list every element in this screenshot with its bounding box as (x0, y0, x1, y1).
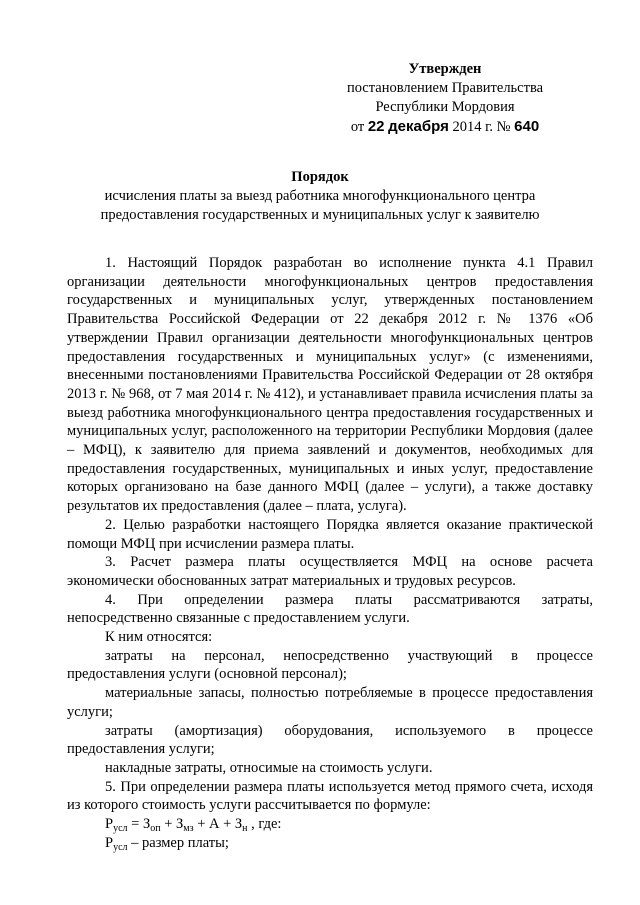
date-year: 2014 г. № (452, 119, 511, 135)
paragraph-5: 5. При определении размера платы используется метод прямого счета, исходя из которого стоимость услуги рассчитывается по формуле: (67, 778, 593, 814)
title-line-1: исчисления платы за выезд работника многофункционального центра (104, 188, 536, 204)
paragraph-1: 1. Настоящий Порядок разработан во исполнение пункта 4.1 Правил организации деятельности многофункциональных центров предоставления государственных и муниципальных услуг, утвержденных постановлением Правительства Российской Федерации от 22 декабря 2012 г. № 1376 «Об утверждении Правил организации деятельности многофункциональных центров предоставления государственных и муниципальных услуг» (с изменениями, внесенными постановлениями Правительства Российской Федерации от 28 октября 2013 г. № 968, от 7 мая 2014 г. № 412), и устанавливает правила исчисления платы за выезд работника многофункционального центра предоставления государственных и муниципальных услуг, расположенного на территории Республики Мордовия (далее – МФЦ), к заявителю для приема заявлений и документов, необходимых для предоставления государственных, муниципальных и иных услуг, предоставление которых организовано на базе данного МФЦ (далее – услуги), а также доставку результатов их предоставления (далее – плата, услуга). (67, 255, 593, 515)
title-line-2: предоставления государственных и муниципальных услуг к заявителю (100, 207, 540, 223)
paragraph-4-item-2: материальные запасы, полностью потребляемые в процессе предоставления услуги; (67, 685, 593, 720)
date-month: декабря (388, 118, 449, 135)
paragraph-4: 4. При определении размера платы рассматриваются затраты, непосредственно связанные с предоставлением услуги. (67, 591, 593, 627)
paragraph-2: 2. Целью разработки настоящего Порядка является оказание практической помощи МФЦ при исчислении размера платы. (67, 516, 593, 552)
paragraph-4-item-3: затраты (амортизация) оборудования, используемого в процессе предоставления услуги; (67, 722, 593, 758)
date-prefix: от (350, 119, 365, 135)
paragraph-4-item-4: накладные затраты, относимые на стоимость услуги. (105, 759, 433, 776)
cost-formula: $Р_{усл} = З_{оп} + З_{мз} + А + З_н$ , где: (105, 816, 282, 835)
paragraph-4-intro: К ним относятся: (105, 629, 213, 646)
approval-line-2: постановлением Правительства (346, 80, 544, 96)
approval-block (330, 60, 560, 137)
paragraph-4-item-1: затраты на персонал, непосредственно участвующий в процессе предоставления услуги (основной персонал); (67, 647, 593, 683)
document-title (60, 168, 580, 225)
paragraph-3: 3. Расчет размера платы осуществляется МФЦ на основе расчета экономически обоснованных затрат материальных и трудовых ресурсов. (67, 554, 593, 589)
date-day: 22 (367, 118, 385, 135)
document-number: 640 (514, 118, 540, 135)
definition-p-usl: $Р_{усл}$ – размер платы; (105, 834, 229, 853)
approval-line-3: Республики Мордовия (375, 99, 515, 115)
document-body (67, 254, 593, 853)
title-heading: Порядок (291, 169, 349, 185)
approval-heading: Утвержден (408, 61, 482, 77)
approval-date-line (330, 117, 560, 137)
